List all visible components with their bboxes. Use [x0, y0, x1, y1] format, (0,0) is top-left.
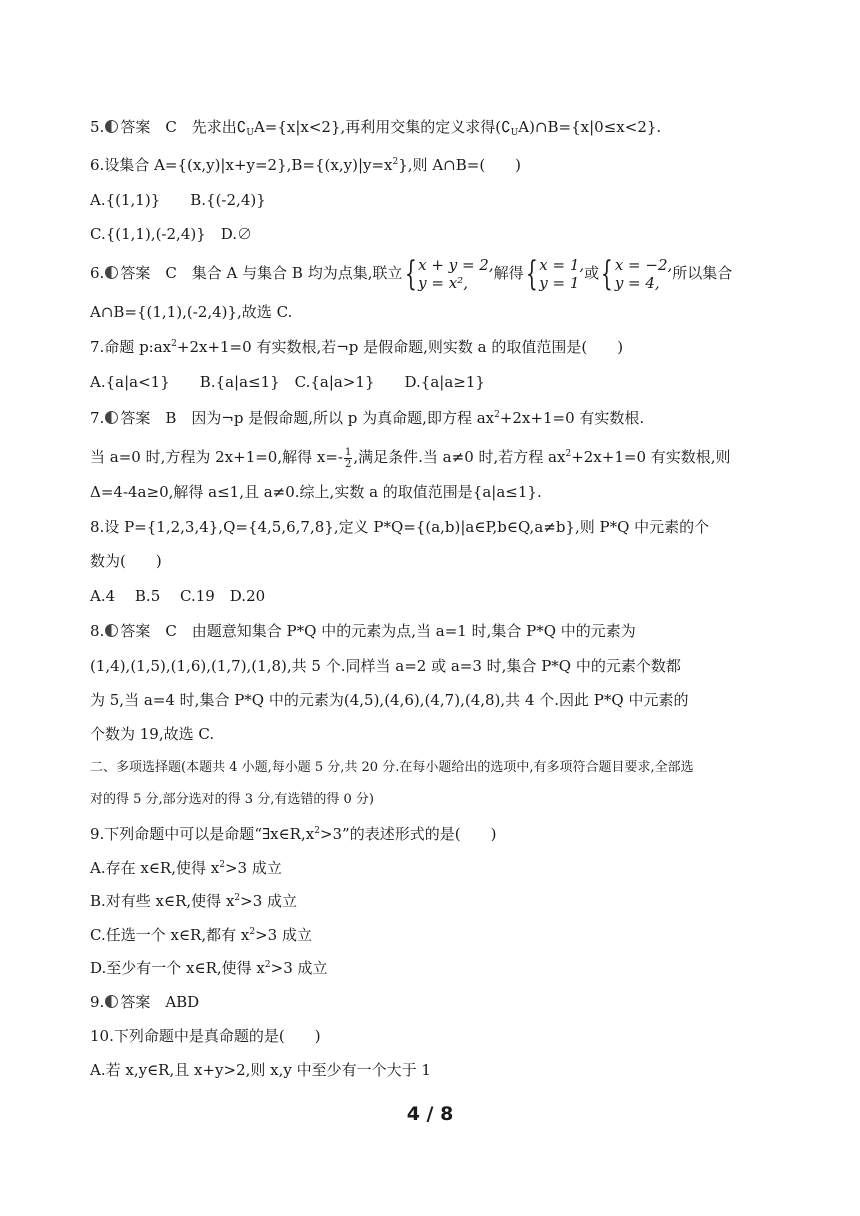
question-number: 9.	[90, 993, 105, 1011]
equation-line: x = −2,	[614, 256, 673, 274]
options-8: A.4 B.5 C.19 D.20	[90, 587, 266, 605]
question-number: 8.	[90, 622, 105, 640]
equation-line: x + y = 2,	[418, 256, 494, 274]
answer-text: 答案 B 因为¬p 是假命题,所以 p 为真命题,即方程 ax	[120, 409, 495, 427]
superscript: 2	[264, 960, 271, 970]
answer-text: 答案 C 先求出∁	[120, 118, 247, 136]
answer-icon	[105, 411, 118, 424]
question-8: 8.设 P={1,2,3,4},Q={4,5,6,7,8},定义 P*Q={(a,b)|a∈P,b∈Q,a≠b},则 P*Q 中元素的个	[90, 518, 710, 536]
answer-text: A)∩B={x|0≤x<2}.	[518, 118, 662, 136]
question-number: 5.	[90, 118, 105, 136]
superscript: 2	[234, 893, 241, 903]
answer-text: +2x+1=0 有实数根,则	[571, 448, 731, 466]
superscript: 2	[219, 860, 225, 870]
options-6-ab: A.{(1,1)} B.{(-2,4)}	[90, 191, 266, 209]
question-6	[90, 155, 521, 175]
question-text: >3”的表述形式的是( )	[319, 825, 497, 843]
answer-6	[90, 254, 732, 292]
answer-text: 或	[584, 264, 600, 282]
answer-text: 答案 C 集合 A 与集合 B 均为点集,联立	[120, 264, 403, 282]
question-10: 10.下列命题中是真命题的是( )	[90, 1027, 321, 1045]
option-9c	[90, 925, 312, 945]
answer-8-cont: (1,4),(1,5),(1,6),(1,7),(1,8),共 5 个.同样当 a=2 或 a=3 时,集合 P*Q 中的元素个数都	[90, 657, 681, 675]
options-6-cd: C.{(1,1),(-2,4)} D.∅	[90, 225, 253, 243]
equation-line: y = 4,	[614, 274, 660, 292]
option-text: >3 成立	[224, 859, 282, 877]
answer-6-cont: A∩B={(1,1),(-2,4)},故选 C.	[90, 303, 293, 321]
question-text: 7.命题 p:ax	[90, 338, 172, 356]
option-text: B.对有些 x∈R,使得 x	[90, 892, 235, 910]
question-text: +2x+1=0 有实数根,若¬p 是假命题,则实数 a 的取值范围是( )	[176, 338, 624, 356]
superscript: 2	[314, 826, 320, 836]
answer-text: 解得	[493, 264, 524, 282]
option-text: A.存在 x∈R,使得 x	[90, 859, 220, 877]
equation-system	[615, 256, 672, 292]
option-text: >3 成立	[240, 892, 298, 910]
answer-text: ,满足条件.当 a≠0 时,若方程 ax	[353, 448, 566, 466]
answer-text: 答案 ABD	[120, 993, 200, 1011]
answer-8-conclusion: 个数为 19,故选 C.	[90, 725, 215, 743]
subscript: U	[246, 128, 254, 138]
answer-5	[90, 117, 661, 137]
numerator: 1	[345, 446, 352, 458]
left-brace: {	[601, 254, 613, 294]
superscript: 2	[392, 157, 399, 167]
answer-7-conclusion: Δ=4-4a≥0,解得 a≤1,且 a≠0.综上,实数 a 的取值范围是{a|a≤1}.	[90, 483, 542, 501]
question-number: 7.	[90, 409, 105, 427]
superscript: 2	[565, 449, 572, 459]
question-text: 6.设集合 A={(x,y)|x+y=2},B={(x,y)|y=x	[90, 156, 393, 174]
option-9d	[90, 958, 328, 978]
answer-text: 当 a=0 时,方程为 2x+1=0,解得 x=-	[90, 448, 343, 466]
equation-line: y = 1	[539, 274, 580, 292]
answer-8	[90, 621, 636, 641]
question-text: 9.下列命题中可以是命题“∃x∈R,x	[90, 825, 315, 843]
question-8-cont: 数为( )	[90, 552, 162, 570]
answer-text: A={x|x<2},再利用交集的定义求得(∁	[253, 118, 511, 136]
option-9a	[90, 858, 282, 878]
answer-text: +2x+1=0 有实数根.	[499, 409, 645, 427]
question-9	[90, 824, 496, 844]
answer-7	[90, 408, 644, 428]
answer-icon	[105, 624, 118, 637]
option-text: C.任选一个 x∈R,都有 x	[90, 926, 250, 944]
subscript: U	[510, 128, 519, 138]
page-number: 4 / 8	[406, 1103, 454, 1125]
superscript: 2	[494, 410, 500, 420]
section-heading: 二、多项选择题(本题共 4 小题,每小题 5 分,共 20 分.在每小题给出的选项中,有多项符合题目要求,全部选	[90, 760, 694, 775]
answer-text: 所以集合	[672, 264, 733, 282]
option-text: D.至少有一个 x∈R,使得 x	[90, 959, 265, 977]
answer-8-cont: 为 5,当 a=4 时,集合 P*Q 中的元素为(4,5),(4,6),(4,7),(4,8),共 4 个.因此 P*Q 中元素的	[90, 691, 689, 709]
answer-icon	[105, 120, 118, 133]
answer-7-cont	[90, 444, 731, 470]
left-brace: {	[525, 254, 538, 294]
answer-icon	[105, 266, 118, 279]
option-text: >3 成立	[255, 926, 312, 944]
equation-system	[539, 256, 584, 292]
options-7: A.{a|a<1} B.{a|a≤1} C.{a|a>1} D.{a|a≥1}	[90, 373, 485, 391]
option-10a: A.若 x,y∈R,且 x+y>2,则 x,y 中至少有一个大于 1	[90, 1061, 431, 1079]
section-heading-cont: 对的得 5 分,部分选对的得 3 分,有选错的得 0 分)	[90, 792, 374, 807]
option-9b	[90, 891, 297, 911]
question-7	[90, 337, 623, 357]
fraction	[344, 447, 352, 470]
equation-line: x = 1,	[539, 256, 585, 274]
question-text: },则 A∩B=( )	[398, 156, 522, 174]
option-text: >3 成立	[270, 959, 328, 977]
answer-text: 答案 C 由题意知集合 P*Q 中的元素为点,当 a=1 时,集合 P*Q 中的元素为	[120, 622, 636, 640]
superscript: 2	[171, 339, 177, 349]
answer-9	[90, 992, 199, 1012]
left-brace: {	[404, 254, 417, 294]
question-number: 6.	[90, 264, 105, 282]
equation-system	[418, 256, 493, 292]
superscript: 2	[249, 927, 256, 937]
answer-icon	[105, 995, 118, 1008]
denominator: 2	[345, 458, 352, 470]
equation-line: y = x²,	[418, 274, 468, 292]
